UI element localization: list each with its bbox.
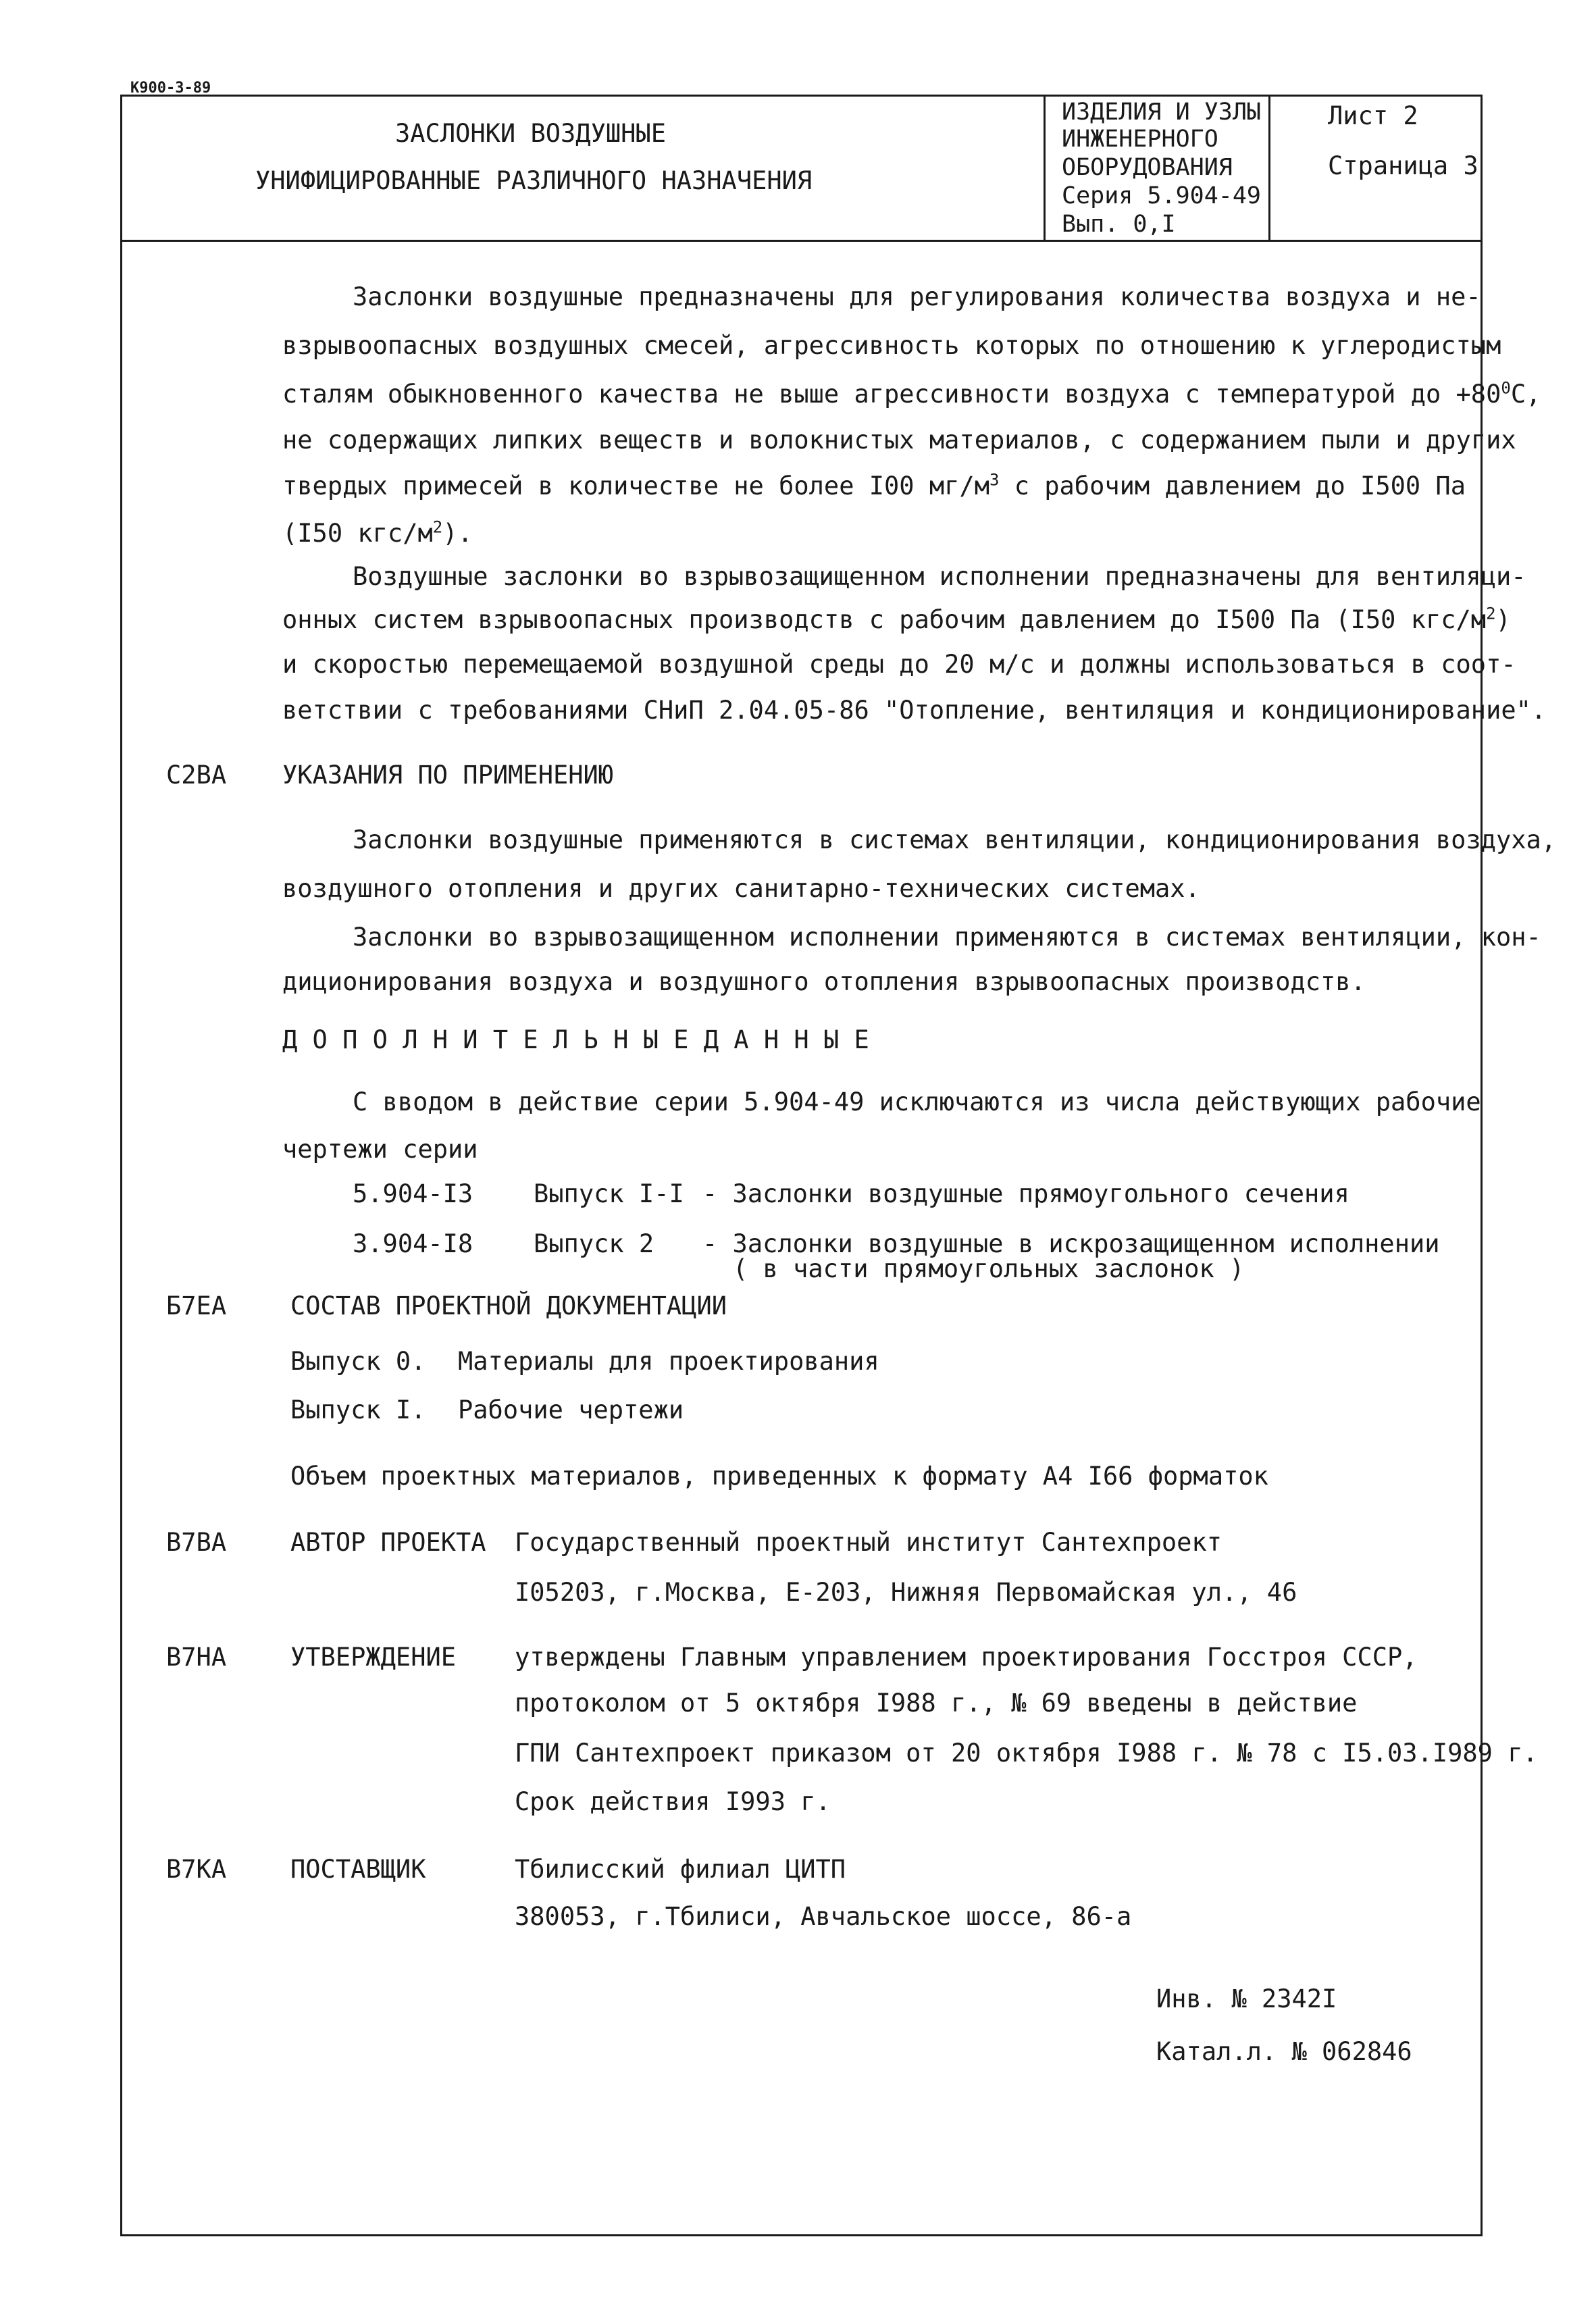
section-label: АВТОР ПРОЕКТА <box>290 1528 486 1557</box>
issue-description: - Заслонки воздушные прямоугольного сечения <box>702 1179 1349 1208</box>
additional-line: чертежи серии <box>282 1135 478 1164</box>
intro-line: Заслонки воздушные предназначены для регулирования количества воздуха и не- <box>353 282 1481 311</box>
intro-line: и скоростью перемещаемой воздушной среды до 20 м/с и должны использоваться в соот- <box>282 650 1516 679</box>
header-divider-right <box>1268 95 1270 242</box>
section-code: С2ВА <box>166 761 227 790</box>
section-code: Б7ЕА <box>166 1291 227 1320</box>
issue-label: Выпуск 0. <box>290 1347 426 1376</box>
approval-line: Срок действия I993 г. <box>515 1787 831 1816</box>
section-code: В7КА <box>166 1855 227 1884</box>
intro-line: (I50 кгс/$м^2$). <box>282 517 473 548</box>
intro-line: онных систем взрывоопасных производств с рабочим давлением до I500 Па (I50 кгс/$м^2$) <box>282 604 1511 634</box>
section-heading: УКАЗАНИЯ ПО ПРИМЕНЕНИЮ <box>282 761 614 790</box>
usage-line: воздушного отопления и других санитарно-технических системах. <box>282 874 1200 903</box>
approval-line: ГПИ Сантехпроект приказом от 20 октября I988 г. № 78 с I5.03.I989 г. <box>515 1739 1538 1768</box>
series-code: 5.904-I3 <box>353 1179 473 1208</box>
approval-line: утверждены Главным управлением проектирования Госстроя СССР, <box>515 1643 1418 1672</box>
section-label: УТВЕРЖДЕНИЕ <box>290 1643 457 1672</box>
series-number: Серия 5.904-49 <box>1062 182 1262 209</box>
catalog-number: Катал.л. № 062846 <box>1156 2037 1412 2066</box>
series-line-1: ИЗДЕЛИЯ И УЗЛЫ <box>1062 99 1262 126</box>
intro-line: Воздушные заслонки во взрывозащищенном исполнении предназначены для вентиляци- <box>353 562 1526 591</box>
section-label: ПОСТАВЩИК <box>290 1855 426 1884</box>
usage-line: диционирования воздуха и воздушного отопления взрывоопасных производств. <box>282 967 1366 996</box>
approval-line: протоколом от 5 октября I988 г., № 69 введены в действие <box>515 1689 1358 1718</box>
issue-description: - Заслонки воздушные в искрозащищенном исполнении <box>702 1229 1440 1258</box>
page-number: Страница 3 <box>1328 151 1478 180</box>
intro-line: не содержащих липких веществ и волокнистых материалов, с содержанием пыли и других <box>282 426 1516 455</box>
section-code: В7ВА <box>166 1528 227 1557</box>
issue-note: ( в части прямоугольных заслонок ) <box>733 1254 1245 1283</box>
usage-line: Заслонки воздушные применяются в системах вентиляции, кондиционирования воздуха, <box>353 825 1557 854</box>
series-line-2: ИНЖЕНЕРНОГО <box>1062 126 1218 153</box>
title-line-1: ЗАСЛОНКИ ВОЗДУШНЫЕ <box>395 119 666 148</box>
volume-line: Объем проектных материалов, приведенных к формату А4 I66 форматок <box>290 1462 1268 1491</box>
header-divider-left <box>1044 95 1046 242</box>
issue-label: Выпуск I. <box>290 1395 426 1424</box>
intro-line: взрывоопасных воздушных смесей, агрессивность которых по отношению к углеродистым <box>282 331 1501 360</box>
section-heading: СОСТАВ ПРОЕКТНОЙ ДОКУМЕНТАЦИИ <box>290 1291 727 1320</box>
issue-text: Материалы для проектирования <box>458 1347 879 1376</box>
intro-line: ветствии с требованиями СНиП 2.04.05-86 "Отопление, вентиляция и кондиционирование". <box>282 696 1547 725</box>
title-line-2: УНИФИЦИРОВАННЫЕ РАЗЛИЧНОГО НАЗНАЧЕНИЯ <box>255 166 813 195</box>
intro-line: сталям обыкновенного качества не выше агрессивности воздуха с температурой до $+80^0С$, <box>282 378 1541 409</box>
section-code: В7НА <box>166 1643 227 1672</box>
series-line-3: ОБОРУДОВАНИЯ <box>1062 154 1233 181</box>
document-code: К900-3-89 <box>130 80 211 97</box>
sheet-number: Лист 2 <box>1328 101 1418 130</box>
header-divider <box>120 240 1483 242</box>
intro-line: твердых примесей в количестве не более I00 $мг/м^3$ с рабочим давлением до I500 Па <box>282 470 1466 500</box>
issue-label: Выпуск 2 <box>534 1229 654 1258</box>
supplier-line: 380053, г.Тбилиси, Авчальское шоссе, 86-а <box>515 1902 1132 1931</box>
section-heading: Д О П О Л Н И Т Е Л Ь Н Ы Е Д А Н Н Ы Е <box>282 1025 869 1054</box>
additional-line: С вводом в действие серии 5.904-49 исключаются из числа действующих рабочие <box>353 1087 1481 1116</box>
usage-line: Заслонки во взрывозащищенном исполнении применяются в системах вентиляции, кон- <box>353 923 1541 952</box>
issue-text: Рабочие чертежи <box>458 1395 684 1424</box>
author-line: Государственный проектный институт Сантехпроект <box>515 1528 1222 1557</box>
author-line: I05203, г.Москва, Е-203, Нижняя Первомайская ул., 46 <box>515 1578 1297 1607</box>
issue-label: Выпуск I-I <box>534 1179 684 1208</box>
inventory-number: Инв. № 2342I <box>1156 1984 1337 2013</box>
supplier-line: Тбилисский филиал ЦИТП <box>515 1855 846 1884</box>
series-code: 3.904-I8 <box>353 1229 473 1258</box>
series-issue: Вып. 0,I <box>1062 211 1176 238</box>
